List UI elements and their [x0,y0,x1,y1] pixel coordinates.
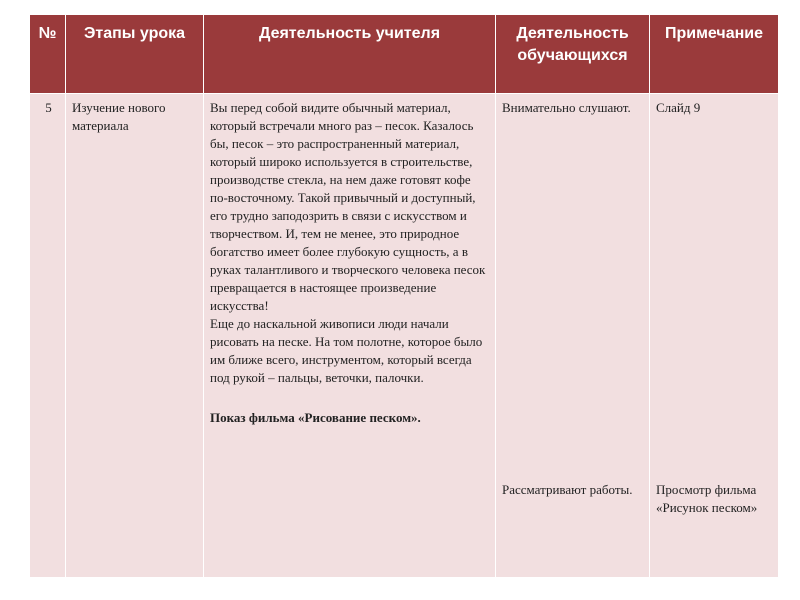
stage-text: Изучение нового материала [72,100,166,133]
notes-cell [650,94,779,578]
note-slide: Слайд 9 [656,100,701,115]
note-film: Просмотр фильма «Рисунок песком» [656,482,758,515]
row-number-cell [30,94,66,578]
table-row [30,94,779,578]
teacher-paragraph-2: Еще до наскальной живописи люди начали рисовать на песке. На том полотне, которое было им ближе всего, инструментом, который всегда под рукой – пальцы, веточки, палочки. [210,316,483,385]
row-number: 5 [45,100,52,115]
teacher-paragraph-1: Вы перед собой видите обычный материал, который встречали много раз – песок. Казалось бы, песок – это распространенный материал, который широко используется в строительстве, производстве стекла, на нем даже готовят кофе по-восточному. Такой привычный и доступный, его трудно заподозрить в связи с искусством и творчеством. И, тем не менее, это природное богатство имеет более глубокую сущность, а в руках талантливого и творческого человека песок превращается в настоящее произведение искусства! [210,100,486,313]
lesson-plan-table [29,14,779,578]
teacher-activity-cell [204,94,496,578]
teacher-film-text: Показ фильма «Рисование песком». [210,410,421,425]
student-activity-2: Рассматривают работы. [502,482,633,497]
header-student-activity: Деятельность обучающихся [496,15,650,94]
student-activity-1: Внимательно слушают. [502,100,631,115]
header-teacher-activity: Деятельность учителя [204,15,496,94]
student-activity-cell [496,94,650,578]
header-number: № [30,15,66,94]
stage-cell [66,94,204,578]
table-header-row [30,15,779,94]
header-lesson-stages: Этапы урока [66,15,204,94]
header-notes: Примечание [650,15,779,94]
